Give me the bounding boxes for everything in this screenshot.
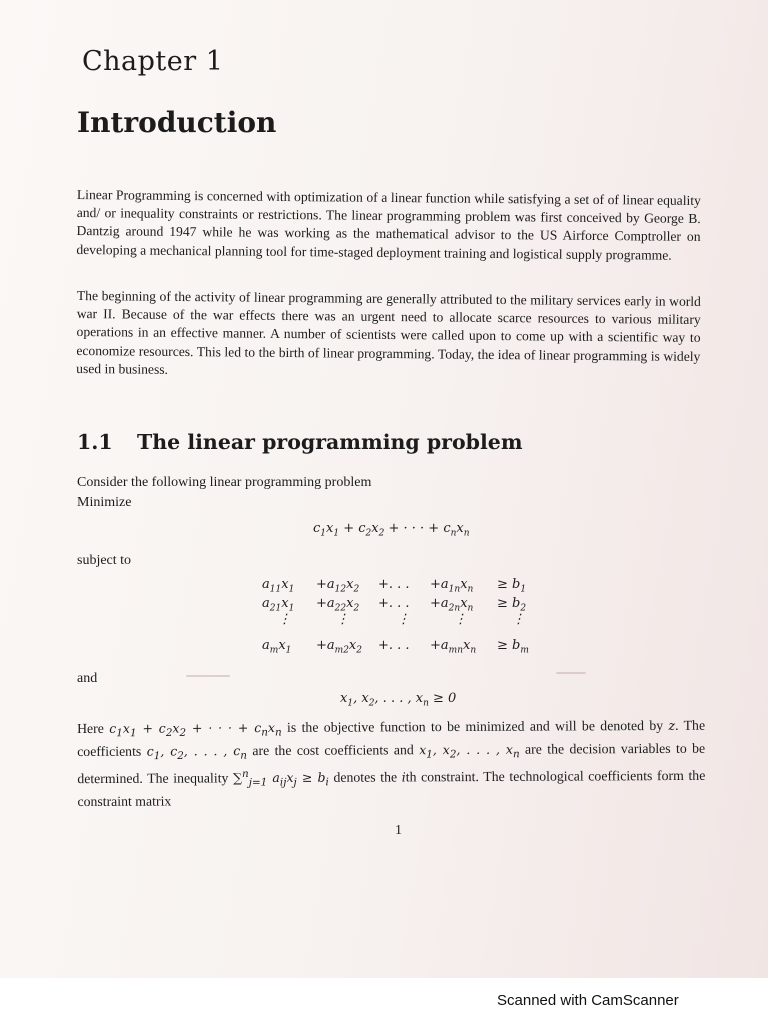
scan-smudge-right	[556, 672, 586, 674]
and-label: and	[77, 671, 98, 686]
section-heading	[77, 430, 523, 454]
section-title: The linear programming problem	[137, 430, 523, 454]
intro-paragraph-1: Linear Programming is concerned with optimization of a linear function while satisfying a set of of linear equality and/ or inequality constraints or restrictions. The linear programming problem was first conceived by George B. Dantzig around 1947 while he was working as the mathematical advisor to the US Airforce Comptroller on developing a mechanical planning tool for time-staged deployment training and logistical supply programme.	[76, 186, 701, 263]
consider-text: Consider the following linear programming problem	[77, 475, 372, 490]
scan-smudge-left	[186, 675, 230, 677]
subject-to-label: subject to	[77, 553, 132, 568]
objective-explanation-paragraph: Here $c_1x_1 + c_2x_2$ + · · · + $c_nx_n$ is the objective function to be minimized and will be denoted by z. The coefficients $c_1$, $c_2$, . . . , $c_n$ are the cost coefficients and $x_1$, $x_2$, . . . , $x_n$ are the decision variables to be determined. The inequality ∑$^n_{j=1}$ $a_{ij}x_j \ge b_i$ denotes the ith constraint. The technological coefficients form the constraint matrix	[77, 717, 706, 809]
scanned-page: Chapter 1 Introduction Linear Programming is concerned with optimization of a linear function while satisfying a set of of linear equality and/ or inequality constraints or restrictions. The linear programming problem was first conceived by George B. Dantzig around 1947 while he was working as the mathematical advisor to the US Airforce Comptroller on developing a mechanical planning tool for time-staged deployment training and logistical supply programme. The beginning of the activity of linear programming are generally attributed to the military services early in world war II. Because of the war effects there was an urgent need to allocate scarce resources to various military operations in an effective manner. A number of scientists were called upon to come up with a scientific way to economize resources. This led to the birth of linear programming. Today, the idea of linear programming is widely used in business. 1.1 The linear programming problem Consider the following linear programming problem Minimize $c_1x_1 + c_2x_2$ + · · · + $c_nx_n$ subject to $a_{11}x_1$ $+a_{12}x_2$ +. . . $+a_{1n}x_n$ ≥ $b_1$ $a_{21}x_1$ $+a_{22}x_2$ +. . . $+a_{2n}x_n$ ≥ $b_2$ ⋮ ⋮ ⋮ ⋮ ⋮ $a_mx_1$ $+a_{m2}x_2$ +. . . $+a_{mn}x_n$ ≥ $b_m$ and $x_1$, $x_2$, . . . , $x_n \ge 0$ Here $c_1x_1 + c_2x_2$ + · · · + $c_nx_n$ is the objective function to be minimized and will be denoted by z. The coefficients $c_1$, $c_2$, . . . , $c_n$ are the cost coefficients and $x_1$, $x_2$, . . . , $x_n$ are the decision variables to be determined. The inequality ∑$^n_{j=1}$ $a_{ij}x_j \ge b_i$ denotes the ith constraint. The technological coefficients form the constraint matrix 1	[0, 0, 768, 978]
non-negativity-constraint: $x_1$, $x_2$, . . . , $x_n \ge 0$	[340, 691, 457, 709]
minimize-label: Minimize	[77, 495, 132, 510]
chapter-label: Chapter 1	[82, 46, 224, 77]
scanner-watermark: Scanned with CamScanner	[497, 992, 679, 1009]
page-number: 1	[395, 823, 402, 838]
chapter-title: Introduction	[77, 106, 277, 139]
objective-function: $c_1x_1 + c_2x_2$ + · · · + $c_nx_n$	[313, 521, 470, 539]
section-number: 1.1	[77, 430, 113, 454]
intro-paragraph-2: The beginning of the activity of linear programming are generally attributed to the military services early in world war II. Because of the war effects there was an urgent need to allocate scarce resources to various military operations in an effective manner. A number of scientists were called upon to come up with a scientific way to economize resources. This led to the birth of linear programming. Today, the idea of linear programming is widely used in business.	[76, 287, 701, 377]
